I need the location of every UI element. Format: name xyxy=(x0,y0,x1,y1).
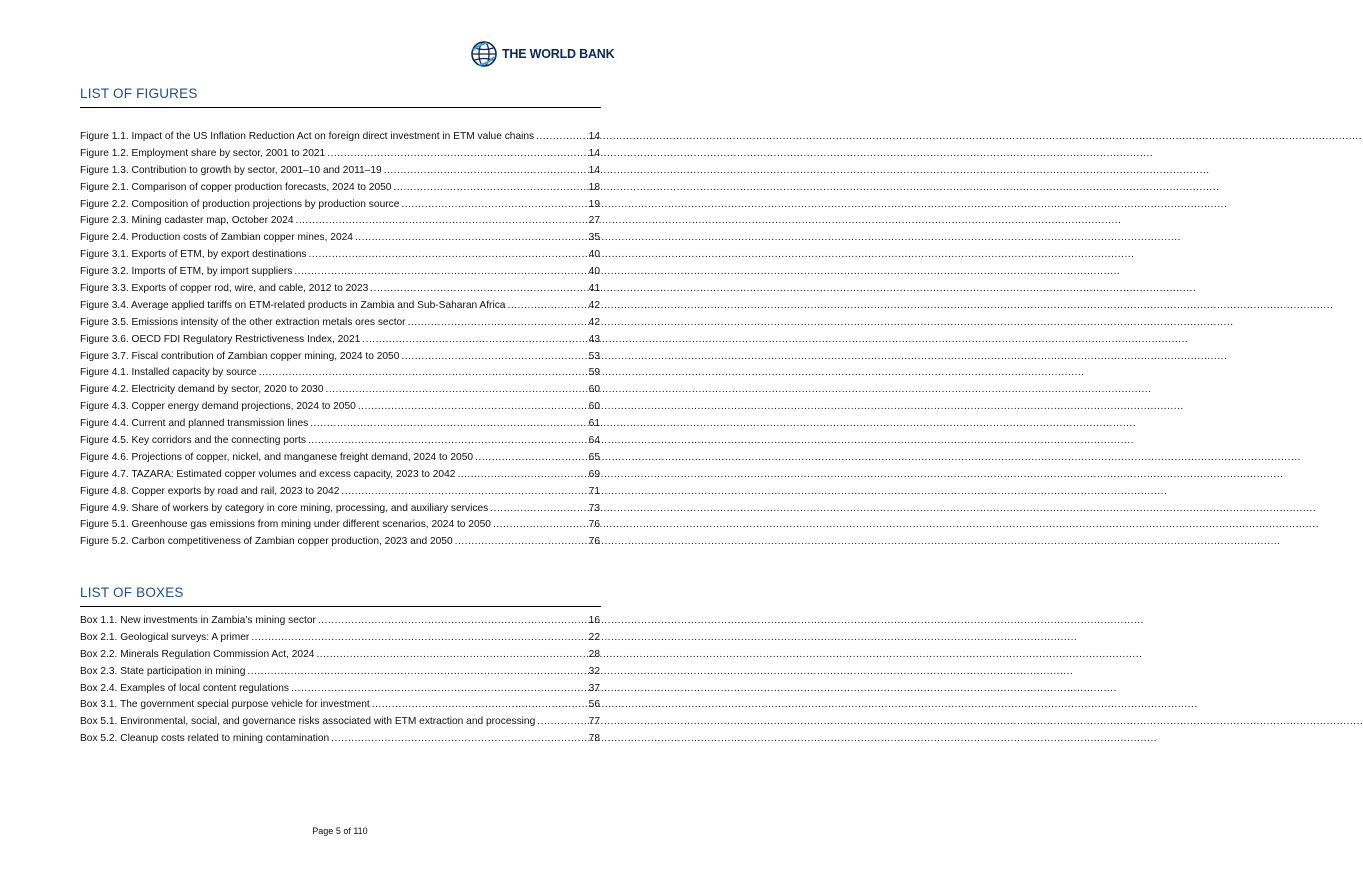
toc-page-number: 59 xyxy=(588,367,600,379)
toc-page-number: 73 xyxy=(588,502,600,514)
toc-entry-title: Figure 3.5. Emissions intensity of the other extraction metals ores sector xyxy=(80,316,406,328)
toc-dot-leader xyxy=(358,399,587,416)
toc-entry-title: Figure 4.2. Electricity demand by sector, 2020 to 2030 xyxy=(80,384,324,396)
toc-entry[interactable] xyxy=(80,664,600,681)
toc-page-number: 64 xyxy=(588,435,600,447)
toc-entry-title: Box 2.3. State participation in mining xyxy=(80,665,246,677)
toc-page-number: 77 xyxy=(588,716,600,728)
toc-entry-title: Figure 4.9. Share of workers by category in core mining, processing, and auxiliary services xyxy=(80,502,489,514)
toc-dot-leader xyxy=(372,697,587,714)
toc-entry-title: Figure 3.7. Fiscal contribution of Zambian copper mining, 2024 to 2050 xyxy=(80,350,400,362)
toc-dot-leader xyxy=(308,433,587,450)
toc-entry-title: Figure 2.2. Composition of production projections by production source xyxy=(80,198,400,210)
toc-entry-title: Figure 3.6. OECD FDI Regulatory Restrictiveness Index, 2021 xyxy=(80,333,361,345)
toc-entry[interactable] xyxy=(80,647,600,664)
toc-page-number: 71 xyxy=(588,485,600,497)
toc-entry-title: Figure 2.4. Production costs of Zambian copper mines, 2024 xyxy=(80,232,353,244)
toc-dot-leader xyxy=(384,163,587,180)
toc-entry-title: Figure 1.3. Contribution to growth by sector, 2001–10 and 2011–19 xyxy=(80,164,382,176)
toc-dot-leader xyxy=(362,332,586,349)
toc-entry[interactable] xyxy=(80,382,600,399)
toc-dot-leader xyxy=(316,647,586,664)
toc-page-number: 42 xyxy=(588,316,600,328)
toc-dot-leader xyxy=(355,230,587,247)
toc-entry[interactable] xyxy=(80,731,600,748)
toc-page-number: 14 xyxy=(588,164,600,176)
toc-entry-title: Box 2.4. Examples of local content regulations xyxy=(80,682,289,694)
globe-icon xyxy=(470,40,498,68)
toc-page-number: 60 xyxy=(588,401,600,413)
toc-dot-leader xyxy=(259,365,587,382)
toc-entry[interactable] xyxy=(80,315,600,332)
toc-entry[interactable] xyxy=(80,630,600,647)
toc-page-number: 27 xyxy=(588,215,600,227)
toc-entry-title: Figure 4.7. TAZARA: Estimated copper volumes and excess capacity, 2023 to 2042 xyxy=(80,468,456,480)
toc-page-number: 16 xyxy=(588,615,600,626)
toc-entry-title: Figure 4.5. Key corridors and the connecting ports xyxy=(80,435,306,447)
list-of-boxes-title: LIST OF BOXES xyxy=(80,585,184,600)
toc-page-number: 18 xyxy=(588,181,600,193)
toc-dot-leader xyxy=(507,298,586,315)
toc-dot-leader xyxy=(536,129,587,146)
list-of-figures-title: LIST OF FIGURES xyxy=(80,86,198,101)
toc-page-number: 65 xyxy=(588,451,600,463)
toc-entry[interactable] xyxy=(80,298,600,315)
toc-entry-title: Figure 3.3. Exports of copper rod, wire, and cable, 2012 to 2023 xyxy=(80,283,369,295)
toc-entry-title: Figure 4.8. Copper exports by road and rail, 2023 to 2042 xyxy=(80,485,340,497)
toc-dot-leader xyxy=(318,613,587,630)
toc-entry[interactable] xyxy=(80,163,600,180)
toc-entry[interactable] xyxy=(80,501,600,518)
toc-entry[interactable] xyxy=(80,180,600,197)
toc-entry-title: Figure 2.3. Mining cadaster map, October 2024 xyxy=(80,215,294,227)
toc-entry-title: Figure 4.4. Current and planned transmission lines xyxy=(80,418,309,430)
toc-page-number: 19 xyxy=(588,198,600,210)
toc-entry-title: Figure 3.4. Average applied tariffs on ETM-related products in Zambia and Sub-Saharan Africa xyxy=(80,299,506,311)
toc-page-number: 28 xyxy=(588,648,600,660)
toc-dot-leader xyxy=(294,264,586,281)
toc-entry-title: Figure 3.1. Exports of ETM, by export destinations xyxy=(80,249,307,261)
toc-entry-title: Figure 1.2. Employment share by sector, 2001 to 2021 xyxy=(80,147,326,159)
toc-dot-leader xyxy=(341,484,586,501)
toc-page-number: 22 xyxy=(588,631,600,643)
toc-entry-title: Box 2.2. Minerals Regulation Commission Act, 2024 xyxy=(80,648,315,660)
toc-entry-title: Box 3.1. The government special purpose vehicle for investment xyxy=(80,699,370,711)
toc-page-number: 37 xyxy=(588,682,600,694)
boxes-list xyxy=(80,613,600,748)
toc-dot-leader xyxy=(331,731,586,748)
toc-entry[interactable] xyxy=(80,517,600,534)
page-number: Page 5 of 110 xyxy=(312,826,368,836)
toc-page-number: 43 xyxy=(588,333,600,345)
toc-page-number: 53 xyxy=(588,350,600,362)
toc-entry[interactable] xyxy=(80,697,600,714)
toc-dot-leader xyxy=(493,517,587,534)
toc-entry[interactable] xyxy=(80,484,600,501)
toc-page-number: 32 xyxy=(588,665,600,677)
toc-entry-title: Box 2.1. Geological surveys: A primer xyxy=(80,631,250,643)
toc-dot-leader xyxy=(537,714,586,731)
toc-entry[interactable] xyxy=(80,714,600,731)
toc-entry[interactable] xyxy=(80,416,600,433)
toc-dot-leader xyxy=(327,146,586,163)
toc-dot-leader xyxy=(490,501,586,518)
toc-page-number: 60 xyxy=(588,384,600,396)
toc-dot-leader xyxy=(393,180,586,197)
toc-entry-title: Figure 5.2. Carbon competitiveness of Zambian copper production, 2023 and 2050 xyxy=(80,536,453,548)
toc-entry[interactable] xyxy=(80,247,600,264)
toc-entry[interactable] xyxy=(80,399,600,416)
toc-entry[interactable] xyxy=(80,332,600,349)
toc-dot-leader xyxy=(326,382,587,399)
toc-dot-leader xyxy=(401,349,586,366)
toc-dot-leader xyxy=(310,416,586,433)
toc-entry[interactable] xyxy=(80,467,600,484)
toc-entry-title: Figure 2.1. Comparison of copper production forecasts, 2024 to 2050 xyxy=(80,181,392,193)
toc-dot-leader xyxy=(455,534,587,551)
toc-entry[interactable] xyxy=(80,281,600,298)
toc-entry-title: Figure 4.6. Projections of copper, nickel, and manganese freight demand, 2024 to 2050 xyxy=(80,451,474,463)
toc-entry-title: Figure 3.2. Imports of ETM, by import suppliers xyxy=(80,266,293,278)
toc-entry[interactable] xyxy=(80,613,600,630)
logo-text: THE WORLD BANK xyxy=(502,47,615,61)
toc-entry-title: Figure 4.1. Installed capacity by source xyxy=(80,367,257,379)
boxes-divider xyxy=(80,606,601,607)
toc-page-number: 69 xyxy=(588,468,600,480)
toc-dot-leader xyxy=(309,247,587,264)
toc-entry-title: Box 5.2. Cleanup costs related to mining contamination xyxy=(80,733,330,745)
toc-dot-leader xyxy=(401,197,586,214)
toc-page-number: 76 xyxy=(588,536,600,548)
toc-dot-leader xyxy=(457,467,586,484)
toc-entry[interactable] xyxy=(80,450,600,467)
toc-entry[interactable] xyxy=(80,213,600,230)
toc-entry[interactable] xyxy=(80,230,600,247)
toc-entry[interactable] xyxy=(80,129,600,146)
toc-entry[interactable] xyxy=(80,433,600,450)
world-bank-logo xyxy=(470,38,614,70)
toc-entry-title: Figure 5.1. Greenhouse gas emissions from mining under different scenarios, 2024 to 2050 xyxy=(80,519,491,531)
toc-dot-leader xyxy=(475,450,587,467)
toc-entry-title: Box 1.1. New investments in Zambia’s mining sector xyxy=(80,615,316,626)
figures-list xyxy=(80,129,600,551)
toc-entry[interactable] xyxy=(80,197,600,214)
toc-page-number: 40 xyxy=(588,266,600,278)
toc-entry[interactable] xyxy=(80,681,600,698)
toc-dot-leader xyxy=(408,315,587,332)
toc-entry[interactable] xyxy=(80,264,600,281)
toc-dot-leader xyxy=(247,664,586,681)
toc-page-number: 40 xyxy=(588,249,600,261)
toc-page-number: 61 xyxy=(588,418,600,430)
toc-entry[interactable] xyxy=(80,534,600,551)
toc-page-number: 35 xyxy=(588,232,600,244)
toc-entry[interactable] xyxy=(80,146,600,163)
toc-page-number: 14 xyxy=(588,147,600,159)
toc-entry-title: Figure 1.1. Impact of the US Inflation Reduction Act on foreign direct investment in ETM value chains xyxy=(80,131,535,142)
toc-page-number: 42 xyxy=(588,299,600,311)
toc-page-number: 56 xyxy=(588,699,600,711)
toc-entry-title: Box 5.1. Environmental, social, and governance risks associated with ETM extraction and processing xyxy=(80,716,536,728)
toc-dot-leader xyxy=(251,630,586,647)
toc-page-number: 76 xyxy=(588,519,600,531)
figures-divider xyxy=(80,107,601,108)
toc-entry-title: Figure 4.3. Copper energy demand projections, 2024 to 2050 xyxy=(80,401,356,413)
toc-dot-leader xyxy=(296,213,587,230)
toc-dot-leader xyxy=(291,681,587,698)
toc-entry[interactable] xyxy=(80,349,600,366)
toc-page-number: 41 xyxy=(588,283,600,295)
toc-page-number: 78 xyxy=(588,733,600,745)
toc-page-number: 14 xyxy=(588,131,600,142)
toc-entry[interactable] xyxy=(80,365,600,382)
toc-dot-leader xyxy=(370,281,586,298)
